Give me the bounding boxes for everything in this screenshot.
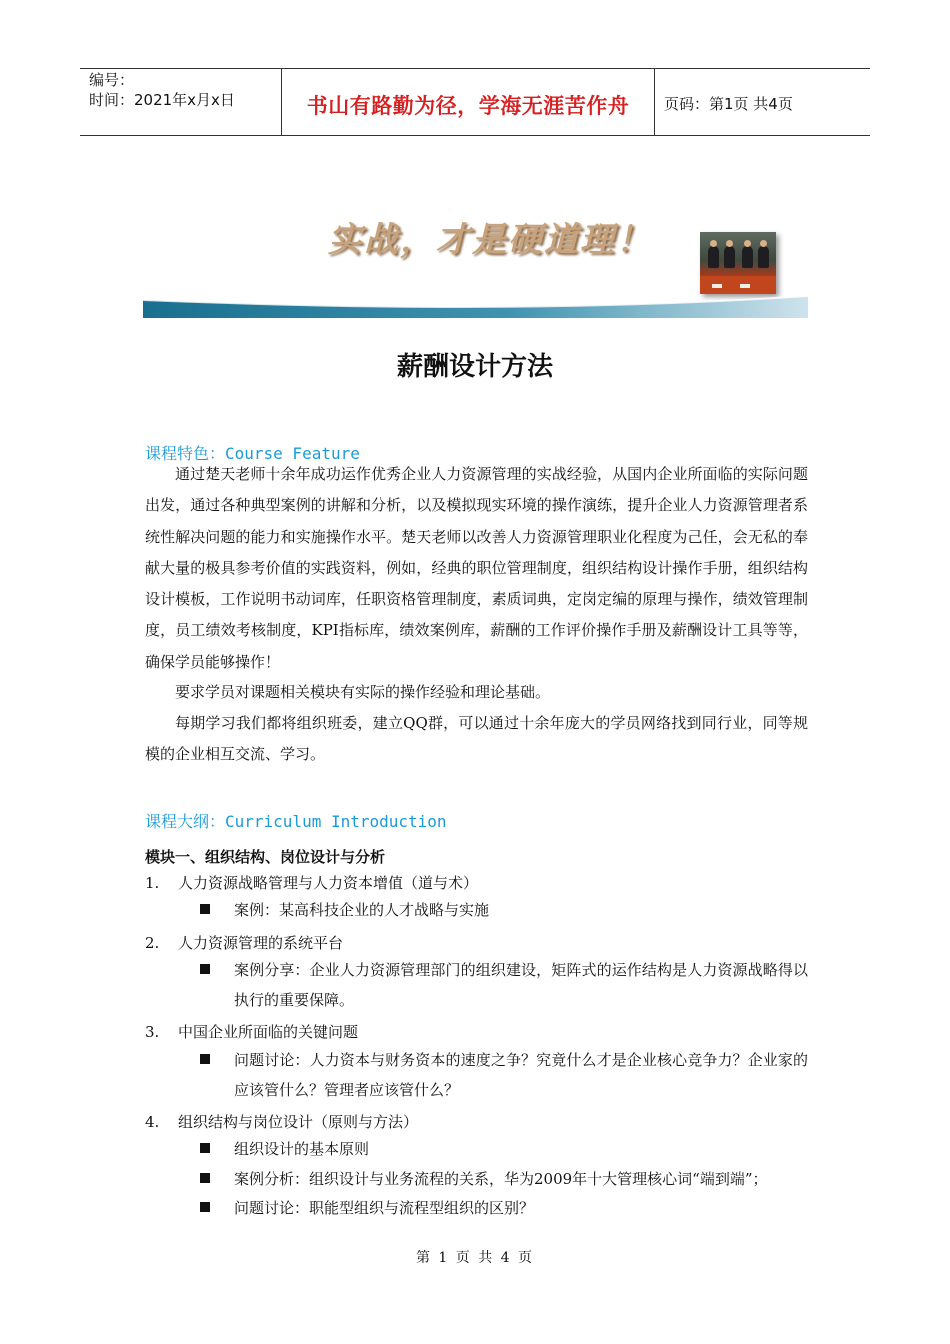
square-bullet-icon <box>200 1202 210 1212</box>
module-title: 模块一、组织结构、岗位设计与分析 <box>145 848 386 866</box>
header-divider-right <box>654 68 655 136</box>
feature-paragraph-1: 通过楚天老师十余年成功运作优秀企业人力资源管理的实战经验，从国内企业所面临的实际问题出发，通过各种典型案例的讲解和分析，以及模拟现实环境的操作演练，提升企业人力资源管理者系统性解决问题的能力和实施操作水平。楚天老师以改善人力资源管理职业化程度为己任，会无私的奉献大量的极具参考价值的实践资料，例如，经典的职位管理制度，组织结构设计操作手册，组织结构设计模板，工作说明书动词库，任职资格管理制度，素质词典，定岗定编的原理与操作，绩效管理制度，员工绩效考核制度，KPI指标库，绩效案例库，薪酬的工作评价操作手册及薪酬设计工具等等，确保学员能够操作！ <box>145 465 808 671</box>
square-bullet-icon <box>200 1054 210 1064</box>
time-label: 时间：2021年x月x日 <box>89 91 235 109</box>
outline-text: 人力资源管理的系统平台 <box>178 934 344 952</box>
square-bullet-icon <box>200 964 210 974</box>
bullet-item <box>200 1045 808 1105</box>
header-page-info: 页码：第1页 共4页 <box>664 95 793 113</box>
bullet-text: 案例：某高科技企业的人才战略与实施 <box>234 901 490 919</box>
bullet-item <box>200 1193 808 1223</box>
square-bullet-icon <box>200 1173 210 1183</box>
banner-slogan: 实战，才是硬道理！ <box>328 220 652 260</box>
bullet-item <box>200 895 808 925</box>
bullet-text: 案例分享：企业人力资源管理部门的组织建设，矩阵式的运作结构是人力资源战略得以执行的重要保障。 <box>234 961 808 1009</box>
outline-text: 组织结构与岗位设计（原则与方法） <box>178 1113 419 1131</box>
outline-number: 3. <box>145 1023 160 1041</box>
outline-text: 中国企业所面临的关键问题 <box>178 1023 359 1041</box>
header-meta <box>89 70 235 110</box>
square-bullet-icon <box>200 904 210 914</box>
page-footer: 第 1 页 共 4 页 <box>415 1250 535 1266</box>
bullet-text: 组织设计的基本原则 <box>234 1140 370 1158</box>
curriculum-heading: 课程大纲：Curriculum Introduction <box>145 812 447 831</box>
header-motto: 书山有路勤为径，学海无涯苦作舟 <box>306 94 630 118</box>
banner-swoosh <box>143 290 808 318</box>
outline-item-2 <box>145 932 343 953</box>
serial-label: 编号： <box>89 71 135 89</box>
meeting-photo <box>700 232 776 294</box>
bullet-text: 问题讨论：职能型组织与流程型组织的区别？ <box>234 1199 535 1217</box>
bullet-item <box>200 1134 808 1164</box>
bullet-text: 案例分析：组织设计与业务流程的关系，华为2009年十大管理核心词“端到端”； <box>234 1170 768 1188</box>
outline-number: 2. <box>145 934 160 952</box>
square-bullet-icon <box>200 1143 210 1153</box>
outline-number: 4. <box>145 1113 160 1131</box>
header-bottom-rule <box>80 135 870 136</box>
outline-number: 1. <box>145 874 160 892</box>
bullet-item <box>200 1164 808 1194</box>
document-title: 薪酬设计方法 <box>396 352 553 382</box>
feature-paragraph-2: 要求学员对课题相关模块有实际的操作经验和理论基础。 <box>175 683 551 701</box>
feature-heading: 课程特色：Course Feature <box>145 444 360 463</box>
bullet-item <box>200 955 808 1015</box>
outline-item-3 <box>145 1021 358 1042</box>
header-top-rule <box>80 68 870 69</box>
outline-text: 人力资源战略管理与人力资本增值（道与术） <box>178 874 479 892</box>
feature-paragraph-3: 每期学习我们都将组织班委，建立QQ群，可以通过十余年庞大的学员网络找到同行业，同等规模的企业相互交流、学习。 <box>145 714 808 764</box>
outline-item-1 <box>145 872 478 893</box>
outline-item-4 <box>145 1111 418 1132</box>
bullet-text: 问题讨论：人力资本与财务资本的速度之争？究竟什么才是企业核心竞争力？企业家的应该管什么？管理者应该管什么？ <box>234 1051 808 1099</box>
